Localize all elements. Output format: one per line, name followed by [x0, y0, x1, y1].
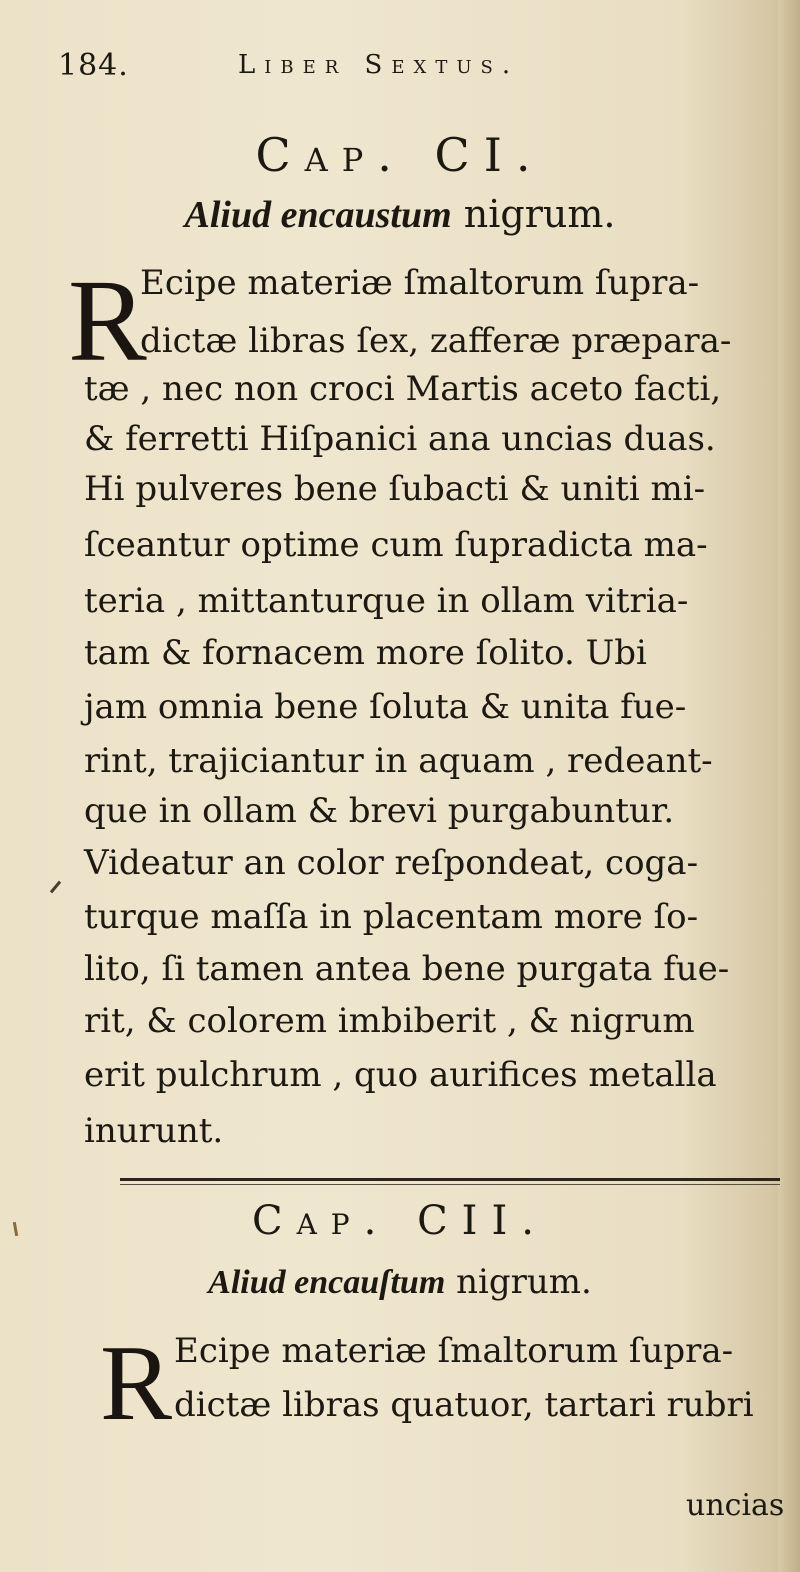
drop-capital: R: [68, 255, 147, 386]
text-line: lito, ſi tamen antea bene purgata fue-: [84, 949, 730, 989]
text-line: dictæ libras ſex, zafferæ præpara-: [140, 321, 732, 361]
catchword: uncias: [686, 1488, 785, 1523]
section-divider: [120, 1178, 780, 1181]
subtitle-italic: Aliud encaustum: [184, 194, 452, 236]
subtitle-italic: Aliud encauſtum: [208, 1264, 446, 1301]
running-head: [58, 48, 778, 88]
chapter-subtitle-ci: [0, 192, 800, 237]
text-line: turque maſſa in placentam more ſo-: [84, 897, 699, 937]
chapter-subtitle-cii: [0, 1262, 800, 1302]
text-line: teria , mittanturque in ollam vitria-: [84, 581, 689, 621]
text-line: Ecipe materiæ ſmaltorum ſupra-: [140, 263, 700, 303]
text-line: erit pulchrum , quo aurifices metalla: [84, 1055, 717, 1095]
text-line: Videatur an color reſpondeat, coga-: [84, 843, 699, 883]
chapter-title-ci: Cap. CI.: [255, 128, 545, 182]
drop-capital: R: [100, 1324, 173, 1443]
text-line: dictæ libras quatuor, tartari rubri: [174, 1385, 754, 1425]
text-line: rint, trajiciantur in aquam , redeant-: [84, 741, 713, 781]
text-line: rit, & colorem imbiberit , & nigrum: [84, 1001, 695, 1041]
chapter-title-cii: Cap. CII.: [251, 1198, 549, 1244]
text-line: Hi pulveres bene ſubacti & uniti mi-: [84, 469, 706, 509]
running-title: Liber Sextus.: [238, 50, 520, 80]
text-line: inurunt.: [84, 1111, 224, 1151]
section-divider-thin: [120, 1184, 780, 1185]
text-line: que in ollam & brevi purgabuntur.: [84, 791, 675, 831]
page-number: 184.: [58, 48, 129, 83]
text-line: tæ , nec non croci Martis aceto facti,: [84, 369, 722, 409]
ink-mark: [50, 881, 61, 894]
subtitle-roman: nigrum.: [463, 192, 616, 236]
text-line: tam & fornacem more ſolito. Ubi: [84, 633, 647, 673]
text-line: ſceantur optime cum ſupradicta ma-: [84, 525, 708, 565]
text-line: Ecipe materiæ ſmaltorum ſupra-: [174, 1331, 734, 1371]
subtitle-roman: nigrum.: [456, 1262, 592, 1302]
text-line: & ferretti Hiſpanici ana uncias duas.: [84, 419, 716, 459]
text-line: jam omnia bene ſoluta & unita fue-: [84, 687, 687, 727]
